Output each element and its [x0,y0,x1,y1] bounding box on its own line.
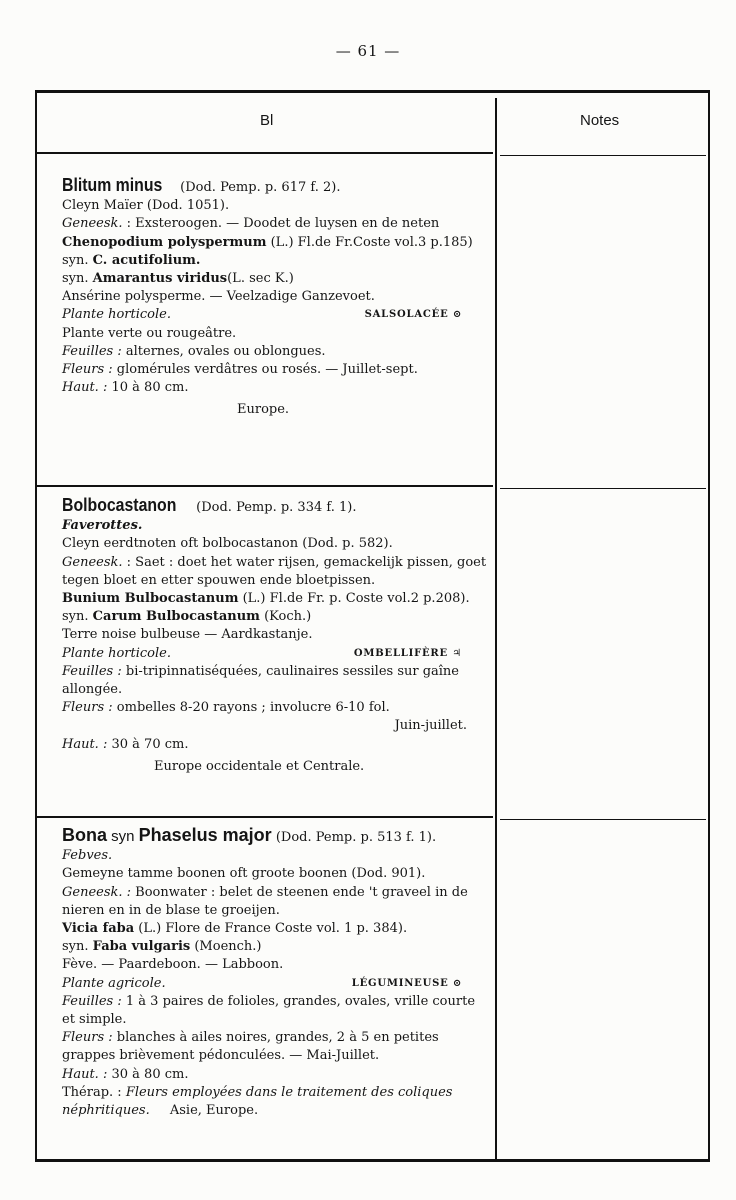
line-text: blanches à ailes noires, grandes, 2 à 5 en petites grappes brièvement pédonculées. — Mai-Juillet. [62,1030,439,1064]
label-feuilles: Feuilles : [62,993,122,1009]
entry-title-reference: (Dod. Pemp. p. 334 f. 1). [196,500,357,515]
synonym-name: Faba vulgaris [92,939,191,955]
line-text: Boonwater : belet de steenen ende 't graveel in de nieren en in de blase te groeijen. [62,884,468,918]
synonym-name: Carum Bulbocastanum [92,609,260,625]
line-text: 30 à 80 cm. [111,1066,189,1082]
entry-line [50,1084,487,1120]
label-feuilles: Feuilles : [62,343,122,359]
line-text: : Saet : doet het water rijsen, gemackelijk pissen, goet tegen bloet en etter spouwen ende bloetpissen. [62,554,487,588]
syn-prefix: syn. [62,939,89,955]
entry-title [62,176,487,197]
entry-line [62,252,487,270]
entry-line [62,645,462,663]
entry-line [50,663,487,699]
entry-rule-1-notes [500,488,706,489]
header-rule-main [37,152,493,154]
entry-bona [62,826,487,1120]
label-haut: Haut. : [62,1066,108,1082]
entry-line [62,975,462,993]
entry-title-name: Bolbocastanon [62,495,177,515]
synonym-name: Amarantus viridus [92,271,228,287]
therap-text: Fleurs employées dans le traitement des coliques néphritiques. [62,1084,453,1119]
entry-line: Plante verte ou rougeâtre. [62,325,237,341]
header-notes-column: Notes [580,112,620,129]
entry-title-syn: syn [111,828,135,845]
entry-line: Ansérine polysperme. — Veelzadige Ganzevoet. [62,289,375,305]
species-name: Bunium Bulbocastanum [62,591,239,607]
label-fleurs: Fleurs : [62,1030,113,1046]
plant-family: LÉGUMINEUSE ⊙ [351,977,462,989]
synonym-name: C. acutifolium. [92,252,201,268]
therap-label: Thérap. : [62,1084,122,1100]
header-rule-notes [500,155,706,156]
line-text: 10 à 80 cm. [111,380,189,396]
line-text: alternes, ovales ou oblongues. [125,343,326,359]
entry-title [62,496,487,517]
entry-line [50,884,487,920]
entry-line: Faverottes. [62,518,143,534]
entry-line [50,1029,487,1065]
entry-line [62,270,487,288]
line-text: glomérules verdâtres ou rosés. — Juillet-sept. [116,362,418,378]
syn-prefix: syn. [62,271,89,287]
species-ref: (L.) Fl.de Fr.Coste vol.3 p.185) [270,234,473,250]
entry-line [62,920,487,938]
plant-type: Plante horticole. [62,645,171,661]
entry-rule-1-main [37,485,493,487]
entry-region: Europe occidentale et Centrale. [154,758,365,774]
syn-prefix: syn. [62,609,89,625]
entry-line [62,306,462,324]
plant-type: Plante agricole. [62,975,166,991]
entry-line: Fève. — Paardeboon. — Labboon. [62,957,284,973]
plant-type: Plante horticole. [62,307,171,323]
line-text: 30 à 70 cm. [111,736,189,752]
entry-line [62,1066,487,1084]
entry-line [62,234,487,252]
entry-line: Terre noise bulbeuse — Aardkastanje. [62,627,313,643]
entry-line: Gemeyne tamme boonen oft groote boonen (Dod. 901). [62,866,426,882]
entry-line [62,379,487,397]
label-geneesk: Geneesk. : [62,884,132,900]
species-ref: (L.) Flore de France Coste vol. 1 p. 384). [138,921,408,937]
entry-line: Cleyn Maïer (Dod. 1051). [62,198,230,214]
entry-title-name-2: Phaselus major [138,825,272,845]
entry-line [62,361,487,379]
entry-line [62,215,487,233]
synonym-ref: (Moench.) [194,939,262,955]
entry-title [62,826,487,847]
entry-bolbocastanon [62,496,487,776]
entry-line [50,993,487,1029]
entry-rule-2-main [37,816,493,818]
entry-region: Europe. [237,402,290,418]
column-divider [495,98,497,1160]
entry-line: Juin-juillet. [394,718,467,734]
entry-line [62,736,487,754]
syn-prefix: syn. [62,252,89,268]
label-haut: Haut. : [62,736,108,752]
line-text: 1 à 3 paires de folioles, grandes, ovales, vrille courte et simple. [62,993,476,1028]
entry-line: Cleyn eerdtnoten oft bolbocastanon (Dod. p. 582). [62,536,393,552]
entry-line [50,554,487,590]
entry-rule-2-notes [500,819,706,820]
page-number: — 61 — [335,42,401,60]
entry-line: Febves. [62,848,113,864]
label-fleurs: Fleurs : [62,362,113,378]
plant-family: SALSOLACÉE ⊙ [364,309,462,321]
species-name: Vicia faba [62,921,135,937]
entry-title-name: Blitum minus [62,175,163,195]
label-geneesk: Geneesk. [62,216,123,232]
plant-family: OMBELLIFÈRE ♃ [353,647,462,659]
entry-line [62,608,487,626]
label-haut: Haut. : [62,380,108,396]
species-ref: (L.) Fl.de Fr. p. Coste vol.2 p.208). [242,591,470,607]
entry-title-reference: (Dod. Pemp. p. 617 f. 2). [180,180,341,195]
entry-line [62,590,487,608]
label-feuilles: Feuilles : [62,663,122,679]
entry-blitum-minus [62,176,487,420]
label-geneesk: Geneesk. [62,554,123,570]
entry-region: Asie, Europe. [169,1103,259,1119]
line-text: bi-tripinnatiséquées, caulinaires sessiles sur gaîne allongée. [62,663,459,698]
species-name: Chenopodium polyspermum [62,234,267,250]
synonym-ref: (Koch.) [264,609,312,625]
line-text: : Exsteroogen. — Doodet de luysen en de neten [126,216,440,232]
entry-line [62,938,487,956]
entry-line [62,343,487,361]
synonym-ref: (L. sec K.) [227,271,294,287]
line-text: ombelles 8-20 rayons ; involucre 6-10 fol. [116,700,390,716]
header-main-column: Bl [260,112,274,129]
entry-title-reference: (Dod. Pemp. p. 513 f. 1). [275,830,437,845]
label-fleurs: Fleurs : [62,700,113,716]
entry-title-name: Bona [62,825,107,845]
entry-line [62,699,487,717]
